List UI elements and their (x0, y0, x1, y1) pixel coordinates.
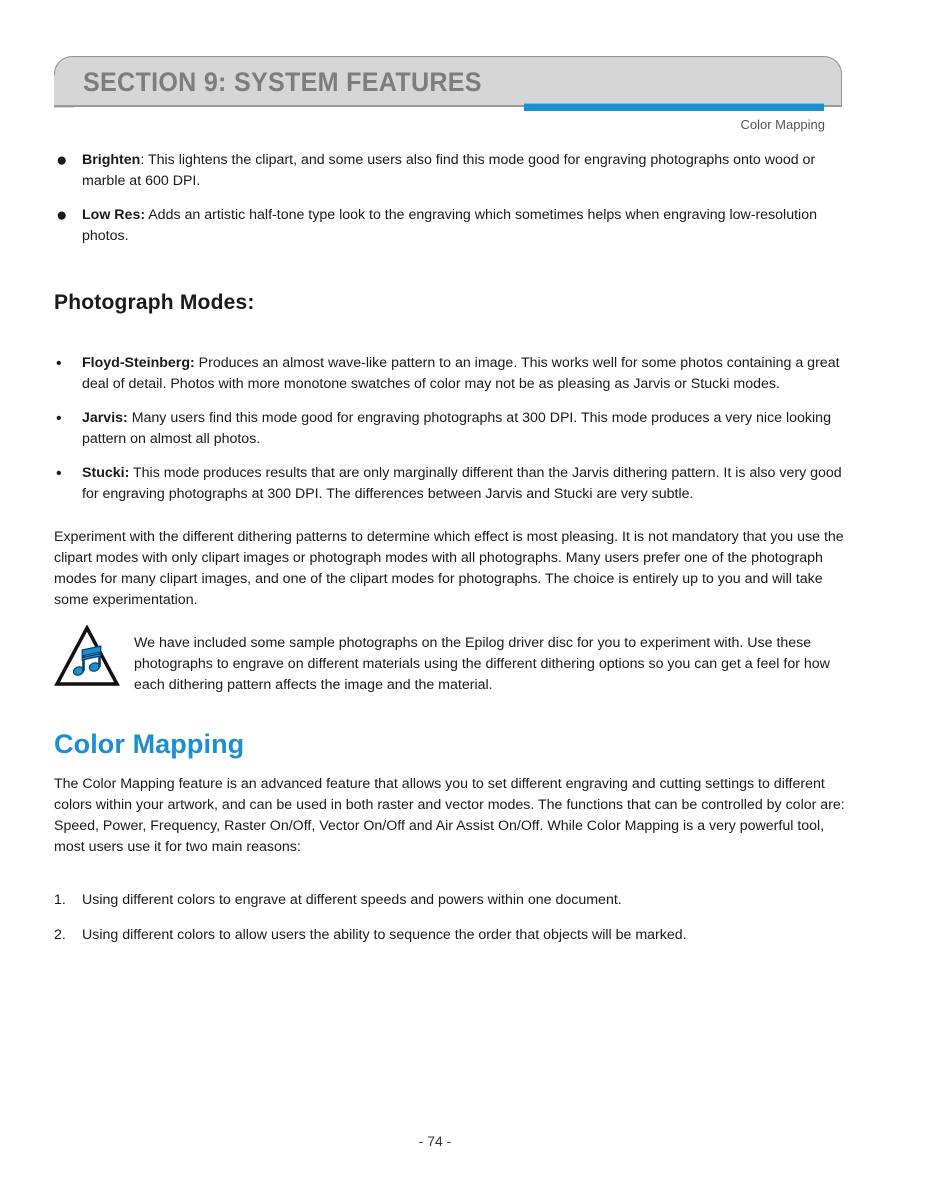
list-item (54, 353, 846, 395)
description: Produces an almost wave-like pattern to an image. This works well for some photos containing a great deal of detail. Photos with more monotone swatches of color may not be as pleasing as Jarvis or Stucki modes. (82, 355, 840, 392)
item-text: Using different colors to engrave at different speeds and powers within one document. (82, 892, 622, 908)
term: Floyd-Steinberg: (82, 355, 195, 371)
list-item (54, 890, 846, 911)
bullet-icon: ● (56, 150, 68, 171)
header-rule-end (824, 105, 842, 107)
list-item (54, 463, 846, 505)
term: Brighten (82, 152, 141, 168)
section-title: SECTION 9: SYSTEM FEATURES (83, 67, 482, 97)
header-rule (54, 105, 524, 107)
experiment-paragraph: Experiment with the different dithering patterns to determine which effect is most pleasing. It is not mandatory that you use the clipart modes with only clipart images or photograph modes with all photographs. Many users prefer one of the photograph modes for many clipart images, and one of the clipart modes for photographs. The choice is entirely up to you and will take some experimentation. (54, 529, 844, 608)
color-mapping-reasons (54, 890, 846, 946)
running-head: Color Mapping (740, 117, 825, 132)
list-item (54, 205, 846, 247)
bullet-icon: • (56, 410, 62, 427)
list-item (54, 408, 846, 450)
clipart-mode-list (54, 150, 846, 247)
description: This lightens the clipart, and some users also find this mode good for engraving photographs onto wood or marble at 600 DPI. (82, 152, 816, 189)
section-accent-bar (524, 103, 824, 111)
color-mapping-paragraph: The Color Mapping feature is an advanced feature that allows you to set different engraving and cutting settings to different colors within your artwork, and can be used in both raster and vector modes. The functions that can be controlled by color are: Speed, Power, Frequency, Raster On/Off, Vector On/Off and Air Assist On/Off. While Color Mapping is a very powerful tool, most users use it for two main reasons: (54, 776, 845, 855)
note-text: We have included some sample photographs on the Epilog driver disc for you to experiment with. Use these photographs to engrave on different materials using the different dithering options so you can get a feel for how each dithering pattern affects the image and the material. (134, 635, 830, 693)
item-text: Using different colors to allow users the ability to sequence the order that objects will be marked. (82, 927, 687, 943)
bullet-icon: • (56, 355, 62, 372)
item-number: 1. (54, 892, 66, 908)
bullet-icon: • (56, 465, 62, 482)
section-header-tab (54, 56, 842, 106)
tip-note (54, 633, 846, 696)
item-number: 2. (54, 927, 66, 943)
page-number: - 74 - (418, 1133, 452, 1149)
description: Many users find this mode good for engraving photographs at 300 DPI. This mode produces a very nice looking pattern on almost all photos. (82, 410, 831, 447)
page-content (54, 150, 846, 946)
photograph-modes-heading: Photograph Modes: (54, 291, 255, 314)
term: Low Res: (82, 207, 146, 223)
list-item (54, 925, 846, 946)
photograph-mode-list (54, 353, 846, 505)
term: Jarvis: (82, 410, 128, 426)
term-separator: : (140, 152, 145, 168)
term: Stucki: (82, 465, 130, 481)
description: Adds an artistic half-tone type look to the engraving which sometimes helps when engraving low-resolution photos. (82, 207, 817, 244)
music-note-warning-icon (54, 625, 120, 687)
description: This mode produces results that are only marginally different than the Jarvis dithering pattern. It is also very good for engraving photographs at 300 DPI. The differences between Jarvis and Stucki are very subtle. (82, 465, 842, 502)
bullet-icon: ● (56, 205, 68, 226)
list-item (54, 150, 846, 192)
color-mapping-heading: Color Mapping (54, 729, 245, 759)
